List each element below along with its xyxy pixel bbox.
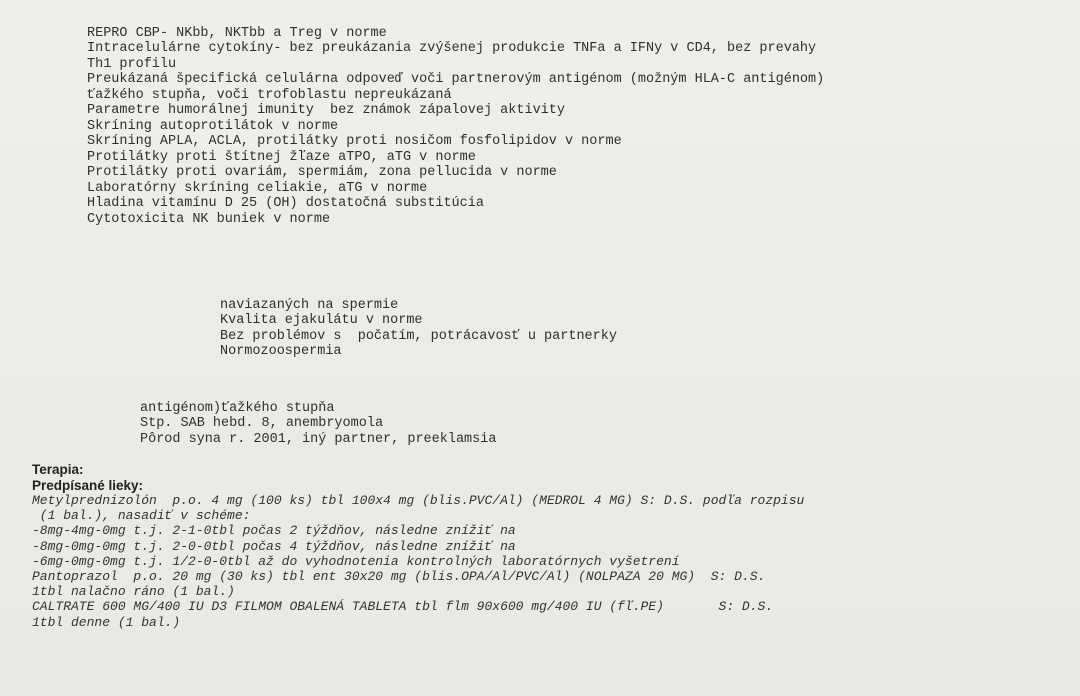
zaver-line: REPRO CBP- NKbb, NKTbb a Treg v norme: [87, 25, 387, 41]
diagnosis-section: [32, 385, 1072, 447]
zaver-line: Protilátky proti ovariám, spermiám, zona pellucida v norme: [87, 165, 557, 180]
prescription-line: 1tbl denne (1 bal.): [32, 614, 181, 630]
prescription-line: 1tbl nalačno ráno (1 bal.): [32, 584, 235, 600]
prescription-line: -8mg-4mg-0mg t.j. 2-1-0tbl počas 2 týždňov, následne znížiť na: [32, 523, 516, 539]
zaver-line: Th1 profilu: [87, 56, 177, 72]
zaver-line: Protilátky proti štítnej žľaze aTPO, aTG v norme: [87, 149, 476, 165]
therapy-label: Terapia:: [32, 462, 84, 477]
prescribed-drugs-label: Predpísané lieky:: [32, 477, 144, 493]
diagnosis-line: antigénom)ťažkého stupňa: [140, 400, 335, 416]
prescription-line: Metylprednizolón p.o. 4 mg (100 ks) tbl 100x4 mg (blis.PVC/Al) (MEDROL 4 MG) S: D.S. podľa rozpisu: [32, 493, 805, 508]
partner-diagnosis-line: Kvalita ejakulátu v norme: [220, 313, 423, 328]
zaver-line: Skríning autoprotilátok v norme: [87, 118, 339, 134]
diagnosis-line: Stp. SAB hebd. 8, anembryomola: [140, 416, 384, 431]
zaver-line: Preukázaná špecifická celulárna odpoveď voči partnerovým antigénom (možným HLA-C antigénom): [87, 72, 825, 87]
zaver-line: Intracelulárne cytokíny- bez preukázania zvýšenej produkcie TNFa a IFNy v CD4, bez prevahy: [87, 41, 817, 56]
zaver-line: Parametre humorálnej imunity bez známok zápalovej aktivity: [87, 103, 565, 118]
partner-diagnosis-line: Bez problémov s počatím, potrácavosť u partnerky: [220, 328, 617, 344]
partner-diagnosis-line: naviazaných na spermie: [220, 297, 399, 313]
prescription-line: (1 bal.), nasadiť v schéme:: [32, 508, 251, 524]
zaver-line: ťažkého stupňa, voči trofoblastu nepreukázaná: [87, 87, 452, 103]
therapy-section: [32, 462, 1072, 630]
zaver-section: [32, 10, 1072, 227]
prescription-line: CALTRATE 600 MG/400 IU D3 FILMOM OBALENÁ TABLETA tbl flm 90x600 mg/400 IU (fľ.PE) S: D.S.: [32, 599, 774, 615]
prescription-line: -8mg-0mg-0mg t.j. 2-0-0tbl počas 4 týždňov, následne znížiť na: [32, 538, 516, 554]
zaver-line: Laboratórny skríning celiakie, aTG v norme: [87, 180, 428, 196]
prescription-line: Pantoprazol p.o. 20 mg (30 ks) tbl ent 30x20 mg (blis.OPA/Al/PVC/Al) (NOLPAZA 20 MG) S: D.S.: [32, 568, 766, 584]
partner-diagnosis-line: Normozoospermia: [220, 344, 342, 359]
zaver-line: Skríning APLA, ACLA, protilátky proti nosičom fosfolipidov v norme: [87, 134, 622, 149]
diagnosis-line: Pôrod syna r. 2001, iný partner, preeklamsia: [140, 431, 497, 447]
partner-diagnosis-section: [32, 282, 1072, 360]
zaver-line: Cytotoxicita NK buniek v norme: [87, 211, 331, 227]
prescription-line: -6mg-0mg-0mg t.j. 1/2-0-0tbl až do vyhodnotenia kontrolných laboratórnych vyšetrení: [32, 553, 680, 569]
zaver-line: Hladina vitamínu D 25 (OH) dostatočná substitúcia: [87, 196, 484, 211]
